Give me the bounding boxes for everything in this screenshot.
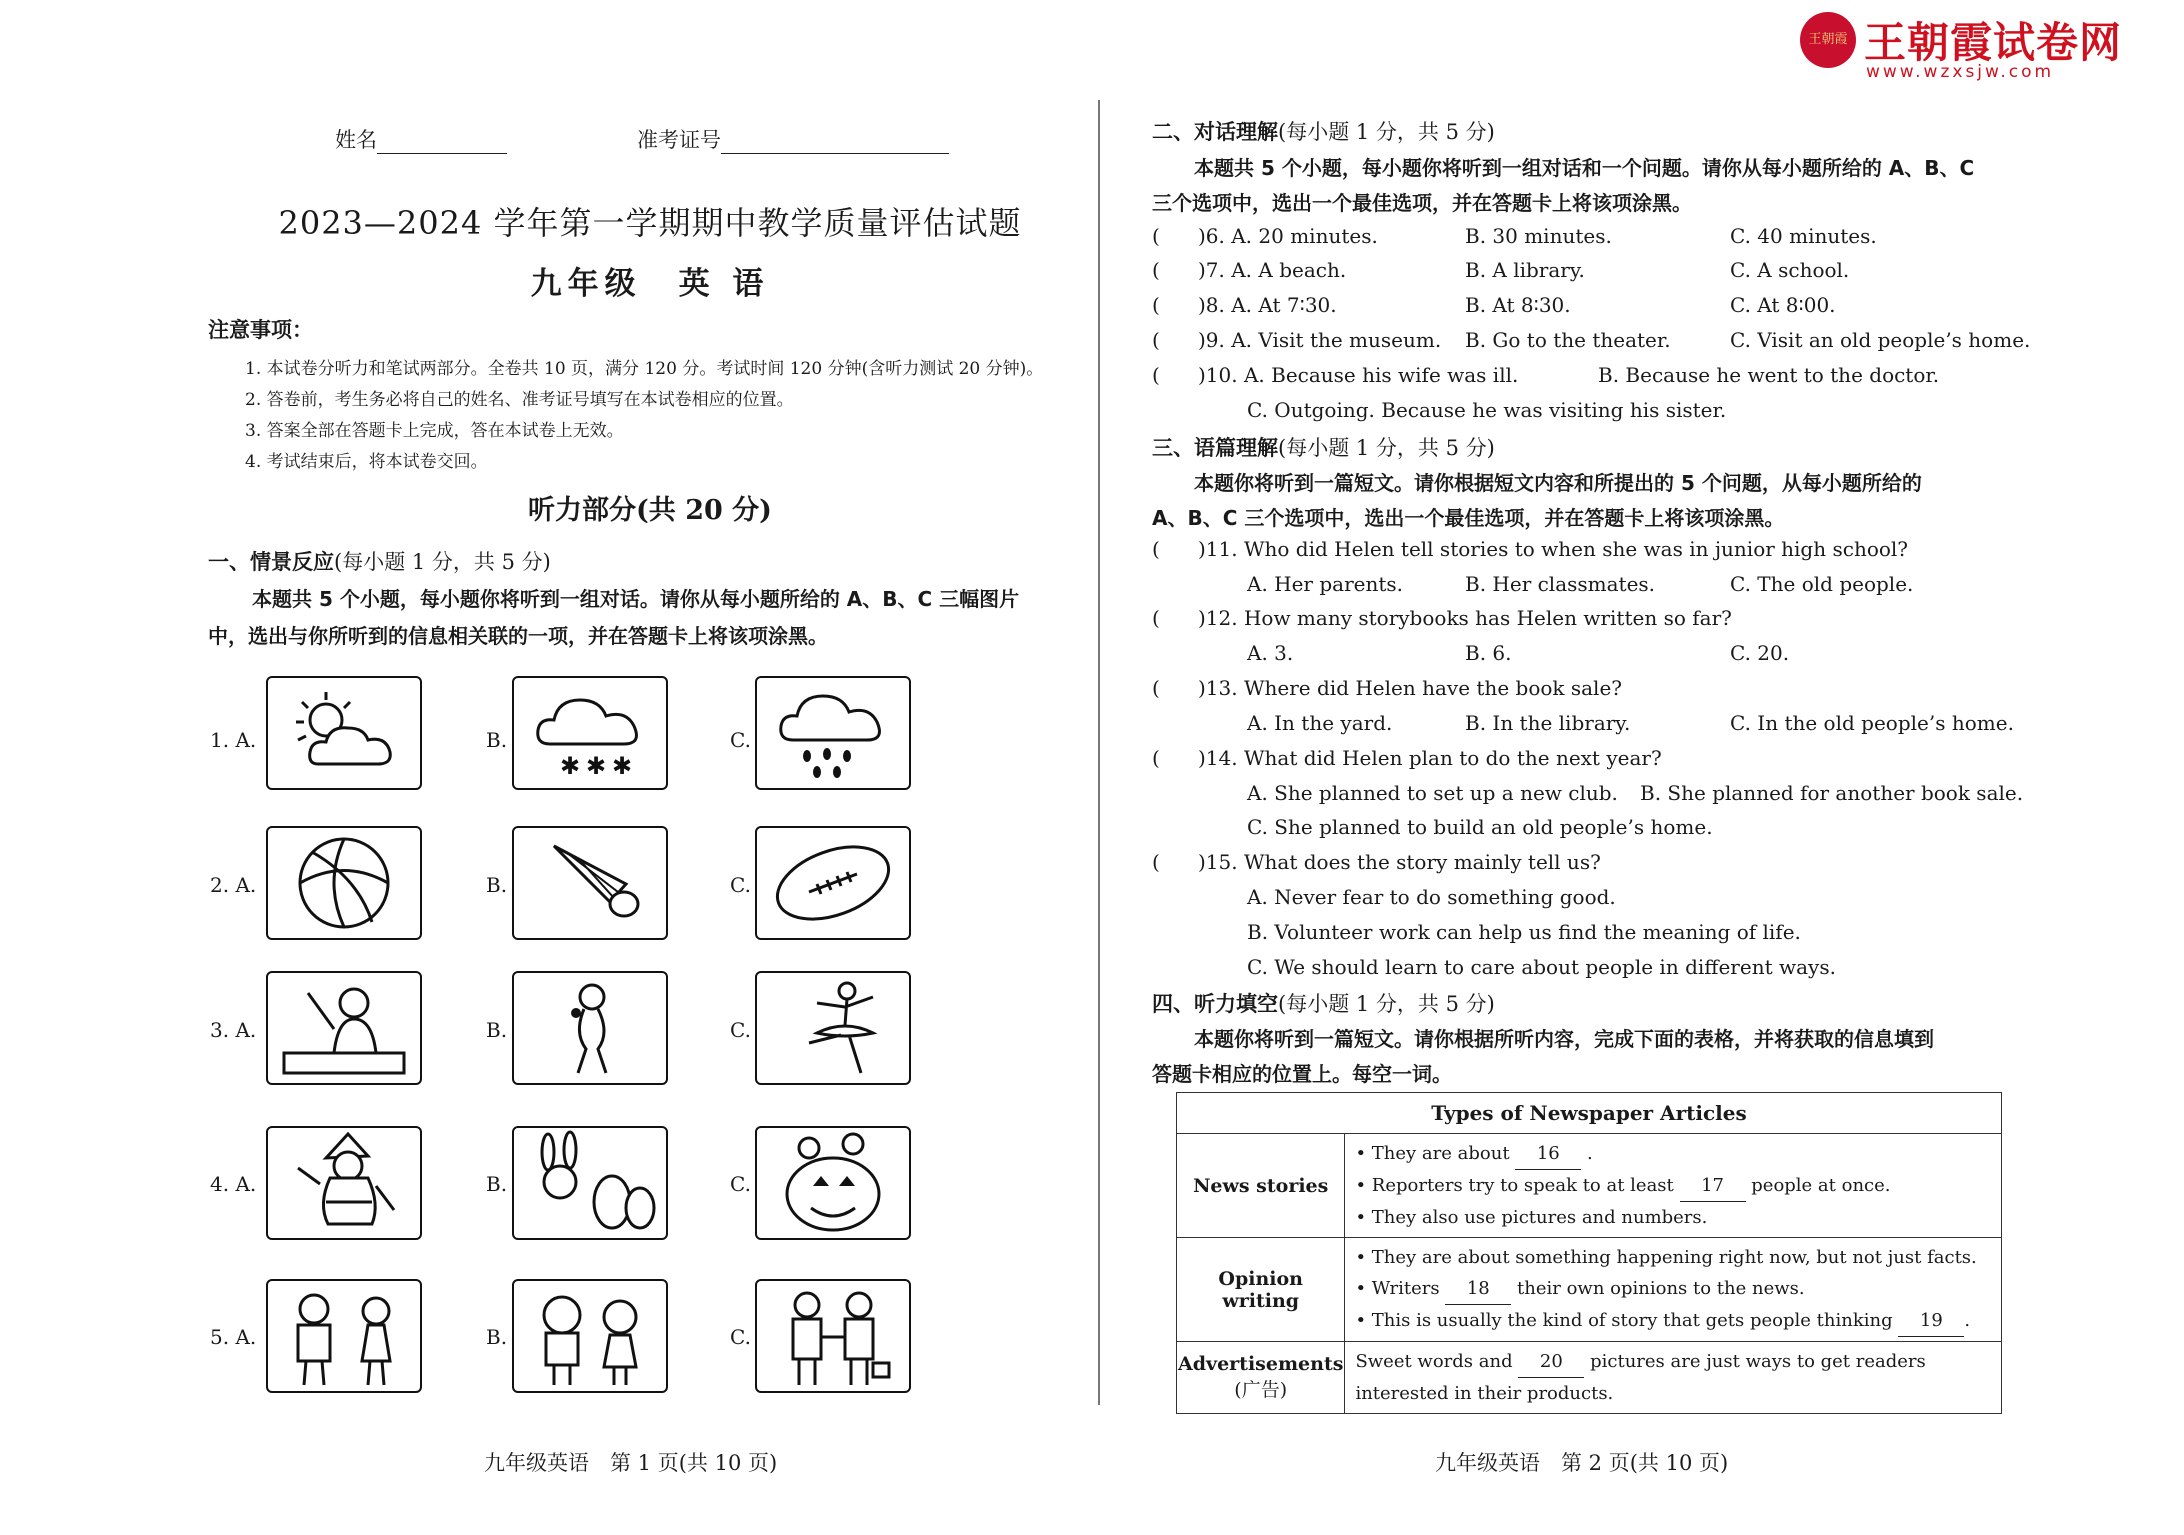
ballet-dancer-icon xyxy=(757,973,909,1083)
table-title: Types of Newspaper Articles xyxy=(1177,1093,2002,1134)
opinion-line-2a: Writers xyxy=(1371,1278,1440,1299)
q2-option-a[interactable] xyxy=(266,826,422,940)
section1-heading: 一、情景反应 xyxy=(208,550,334,574)
q8-option-b[interactable]: B. At 8∶30. xyxy=(1465,293,1571,317)
q5-option-c[interactable] xyxy=(755,1279,911,1393)
ads-line-1c: pictures are just ways to get readers xyxy=(1590,1351,1926,1372)
opinion-line-3c: . xyxy=(1964,1310,1971,1331)
listening-part-title: 听力部分(共 20 分) xyxy=(528,495,772,526)
news-line-3: They also use pictures and numbers. xyxy=(1371,1207,1708,1228)
q8-option-c[interactable]: C. At 8∶00. xyxy=(1730,293,1836,317)
notice-item-3: 3. 答案全部在答题卡上完成，答在本试卷上无效。 xyxy=(245,421,624,441)
q14-question: )14. What did Helen plan to do the next year? xyxy=(1198,746,1662,770)
q11-answer-bracket[interactable]: ( xyxy=(1152,537,1160,561)
section3-instruction-2: A、B、C 三个选项中，选出一个最佳选项，并在答题卡上将该项涂黑。 xyxy=(1152,506,1785,530)
q10-option-c[interactable]: C. Outgoing. Because he was visiting his sister. xyxy=(1247,398,1727,422)
svg-text:✱: ✱ xyxy=(560,752,581,780)
section1-instruction-2: 中，选出与你所听到的信息相关联的一项，并在答题卡上将该项涂黑。 xyxy=(208,624,828,648)
q2-b-label: B. xyxy=(486,873,508,897)
news-line-1c: . xyxy=(1587,1143,1593,1164)
q1-b-label: B. xyxy=(486,728,508,752)
row-head-opinion: Opinion writing xyxy=(1177,1238,1345,1342)
basketball-icon xyxy=(268,828,420,938)
teacher-icon xyxy=(268,973,420,1083)
q4-option-a[interactable] xyxy=(266,1126,422,1240)
q13-answer-bracket[interactable]: ( xyxy=(1152,676,1160,700)
q15-option-c[interactable]: C. We should learn to care about people in different ways. xyxy=(1247,955,1836,979)
q1-option-a[interactable] xyxy=(266,676,422,790)
page-divider xyxy=(1098,100,1100,1405)
section3-score: (每小题 1 分，共 5 分) xyxy=(1278,436,1495,460)
name-line[interactable] xyxy=(377,131,507,154)
q15-option-b[interactable]: B. Volunteer work can help us find the meaning of life. xyxy=(1247,920,1801,944)
q3-b-label: B. xyxy=(486,1018,508,1042)
q2-c-label: C. xyxy=(730,873,751,897)
news-line-1a: They are about xyxy=(1371,1143,1510,1164)
footer-page-1: 九年级英语 第 1 页(共 10 页) xyxy=(484,1451,778,1475)
opinion-line-3a: This is usually the kind of story that gets people thinking xyxy=(1371,1310,1893,1331)
q4-b-label: B. xyxy=(486,1172,508,1196)
section2-score: (每小题 1 分，共 5 分) xyxy=(1278,120,1495,144)
row-head-ads-sub: (广告) xyxy=(1234,1379,1288,1401)
q1-option-c[interactable] xyxy=(755,676,911,790)
row-head-ads xyxy=(1177,1342,1345,1414)
shuttlecock-icon xyxy=(514,828,666,938)
exam-subject: 九年级 英 语 xyxy=(530,266,770,302)
q14-option-a[interactable]: A. She planned to set up a new club. xyxy=(1247,781,1618,805)
easter-bunny-icon xyxy=(514,1128,666,1238)
q3-option-c[interactable] xyxy=(755,971,911,1085)
partly-cloudy-icon xyxy=(268,678,420,788)
children-icon xyxy=(514,1281,666,1391)
exam-title: 2023—2024 学年第一学期期中教学质量评估试题 xyxy=(278,204,1022,242)
q7-option-b[interactable]: B. A library. xyxy=(1465,258,1585,282)
notice-item-4: 4. 考试结束后，将本试卷交回。 xyxy=(245,452,488,472)
q8-answer-bracket[interactable]: ( xyxy=(1152,293,1160,317)
news-line-2a: Reporters try to speak to at least xyxy=(1371,1175,1674,1196)
rain-cloud-icon xyxy=(757,678,909,788)
q4-c-label: C. xyxy=(730,1172,751,1196)
section2-instruction-2: 三个选项中，选出一个最佳选项，并在答题卡上将该项涂黑。 xyxy=(1152,191,1692,215)
blank-20[interactable]: 20 xyxy=(1518,1346,1584,1378)
q9-option-a[interactable]: )9. A. Visit the museum. xyxy=(1198,328,1442,352)
q1-option-b[interactable] xyxy=(512,676,668,790)
q1-label: 1. A. xyxy=(210,728,257,752)
logo-url: www.wzxsjw.com xyxy=(1866,62,2055,82)
footer-page-2: 九年级英语 第 2 页(共 10 页) xyxy=(1435,1451,1729,1475)
row-head-ads-title: Advertisements xyxy=(1178,1353,1344,1375)
section2-heading: 二、对话理解 xyxy=(1152,120,1278,144)
id-label: 准考证号 xyxy=(637,128,721,152)
q5-b-label: B. xyxy=(486,1325,508,1349)
singer-icon xyxy=(514,973,666,1083)
q5-option-a[interactable] xyxy=(266,1279,422,1393)
q3-label: 3. A. xyxy=(210,1018,257,1042)
logo-title: 王朝霞试卷网 xyxy=(1864,18,2123,67)
ads-line-1a: Sweet words and xyxy=(1355,1351,1513,1372)
section4-heading: 四、听力填空 xyxy=(1152,992,1278,1016)
q11-option-c[interactable]: C. The old people. xyxy=(1730,572,1914,596)
table-row-news xyxy=(1177,1134,2002,1238)
q4-option-c[interactable] xyxy=(755,1126,911,1240)
q6-option-a[interactable]: )6. A. 20 minutes. xyxy=(1198,224,1378,248)
section4-instruction-1: 本题你将听到一篇短文。请你根据所听内容，完成下面的表格，并将获取的信息填到 xyxy=(1194,1027,1934,1051)
q13-question: )13. Where did Helen have the book sale? xyxy=(1198,676,1623,700)
section2-title xyxy=(1152,116,1495,146)
q5-c-label: C. xyxy=(730,1325,751,1349)
q12-question: )12. How many storybooks has Helen written so far? xyxy=(1198,606,1732,630)
q15-option-a[interactable]: A. Never fear to do something good. xyxy=(1247,885,1616,909)
section2-instruction-1: 本题共 5 个小题，每小题你将听到一组对话和一个问题。请你从每小题所给的 A、B、C xyxy=(1194,156,1975,180)
opinion-cell: • They are about something happening right now, but not just facts. • Writers 18 their own opinions to the news. • This is usually the kind of story that gets people thinking 19 . xyxy=(1345,1238,2002,1342)
q13-option-c[interactable]: C. In the old people’s home. xyxy=(1730,711,2014,735)
q12-option-c[interactable]: C. 20. xyxy=(1730,641,1790,665)
ads-line-2: interested in their products. xyxy=(1355,1383,1614,1404)
blank-19[interactable]: 19 xyxy=(1898,1305,1964,1337)
q13-option-a[interactable]: A. In the yard. xyxy=(1247,711,1393,735)
section3-title xyxy=(1152,432,1495,462)
q1-c-label: C. xyxy=(730,728,751,752)
q15-answer-bracket[interactable]: ( xyxy=(1152,850,1160,874)
q12-option-b[interactable]: B. 6. xyxy=(1465,641,1512,665)
q10-option-b[interactable]: B. Because he went to the doctor. xyxy=(1598,363,1940,387)
news-cell: • They are about 16 . • Reporters try to speak to at least 17 people at once. • They also use pictures and numbers. xyxy=(1345,1134,2002,1238)
name-label: 姓名 xyxy=(335,128,377,152)
blank-16[interactable]: 16 xyxy=(1515,1138,1581,1170)
section1-title xyxy=(208,546,551,576)
section4-score: (每小题 1 分，共 5 分) xyxy=(1278,992,1495,1016)
q14-answer-bracket[interactable]: ( xyxy=(1152,746,1160,770)
q15-question: )15. What does the story mainly tell us? xyxy=(1198,850,1601,874)
q8-option-a[interactable]: )8. A. At 7∶30. xyxy=(1198,293,1337,317)
svg-text:✱: ✱ xyxy=(612,752,633,780)
q5-label: 5. A. xyxy=(210,1325,257,1349)
q5-option-b[interactable] xyxy=(512,1279,668,1393)
q4-option-b[interactable] xyxy=(512,1126,668,1240)
q12-option-a[interactable]: A. 3. xyxy=(1247,641,1294,665)
q2-option-b[interactable] xyxy=(512,826,668,940)
section4-title xyxy=(1152,988,1495,1018)
q11-option-a[interactable]: A. Her parents. xyxy=(1247,572,1404,596)
students-icon xyxy=(268,1281,420,1391)
q7-answer-bracket[interactable]: ( xyxy=(1152,258,1160,282)
name-field[interactable] xyxy=(335,124,507,154)
q14-option-b[interactable]: B. She planned for another book sale. xyxy=(1640,781,2024,805)
site-logo xyxy=(1800,10,2170,80)
section3-instruction-1: 本题你将听到一篇短文。请你根据短文内容和所提出的 5 个问题，从每小题所给的 xyxy=(1194,471,1922,495)
businessmen-handshake-icon xyxy=(757,1281,909,1391)
section3-heading: 三、语篇理解 xyxy=(1152,436,1278,460)
q3-option-a[interactable] xyxy=(266,971,422,1085)
q13-option-b[interactable]: B. In the library. xyxy=(1465,711,1631,735)
notice-heading: 注意事项： xyxy=(208,318,313,342)
newspaper-articles-table xyxy=(1176,1092,2002,1414)
q11-question: )11. Who did Helen tell stories to when she was in junior high school? xyxy=(1198,537,1909,561)
q14-option-c[interactable]: C. She planned to build an old people’s home. xyxy=(1247,815,1713,839)
halloween-pumpkin-icon xyxy=(757,1128,909,1238)
q4-label: 4. A. xyxy=(210,1172,257,1196)
snow-cloud-icon xyxy=(514,678,666,788)
logo-badge-icon: 王朝霞 xyxy=(1800,12,1856,68)
q12-answer-bracket[interactable]: ( xyxy=(1152,606,1160,630)
q10-answer-bracket[interactable]: ( xyxy=(1152,363,1160,387)
svg-text:✱: ✱ xyxy=(586,752,607,780)
row-head-news: News stories xyxy=(1177,1134,1345,1238)
q3-c-label: C. xyxy=(730,1018,751,1042)
santa-claus-icon xyxy=(268,1128,420,1238)
q7-option-c[interactable]: C. A school. xyxy=(1730,258,1850,282)
blank-18[interactable]: 18 xyxy=(1445,1273,1511,1305)
id-field[interactable] xyxy=(637,124,949,154)
q11-option-b[interactable]: B. Her classmates. xyxy=(1465,572,1656,596)
q2-label: 2. A. xyxy=(210,873,257,897)
blank-17[interactable]: 17 xyxy=(1680,1170,1746,1202)
q9-answer-bracket[interactable]: ( xyxy=(1152,328,1160,352)
opinion-line-2c: their own opinions to the news. xyxy=(1517,1278,1805,1299)
q10-option-a[interactable]: )10. A. Because his wife was ill. xyxy=(1198,363,1519,387)
id-line[interactable] xyxy=(721,131,949,154)
q2-option-c[interactable] xyxy=(755,826,911,940)
section4-instruction-2: 答题卡相应的位置上。每空一词。 xyxy=(1152,1062,1452,1086)
news-line-2c: people at once. xyxy=(1751,1175,1891,1196)
q3-option-b[interactable] xyxy=(512,971,668,1085)
football-icon xyxy=(757,828,909,938)
table-row-ads xyxy=(1177,1342,2002,1414)
q9-option-c[interactable]: C. Visit an old people’s home. xyxy=(1730,328,2031,352)
opinion-line-1: They are about something happening right now, but not just facts. xyxy=(1371,1247,1977,1268)
section1-instruction-1: 本题共 5 个小题，每小题你将听到一组对话。请你从每小题所给的 A、B、C 三幅图片 xyxy=(252,587,1020,611)
notice-item-1: 1. 本试卷分听力和笔试两部分。全卷共 10 页，满分 120 分。考试时间 120 分钟(含听力测试 20 分钟)。 xyxy=(245,359,1044,379)
q7-option-a[interactable]: )7. A. A beach. xyxy=(1198,258,1347,282)
notice-item-2: 2. 答卷前，考生务必将自己的姓名、准考证号填写在本试卷相应的位置。 xyxy=(245,390,794,410)
ads-cell xyxy=(1345,1342,2002,1414)
q9-option-b[interactable]: B. Go to the theater. xyxy=(1465,328,1671,352)
section1-score: (每小题 1 分，共 5 分) xyxy=(334,550,551,574)
table-row-opinion xyxy=(1177,1238,2002,1342)
q6-option-c[interactable]: C. 40 minutes. xyxy=(1730,224,1877,248)
q6-option-b[interactable]: B. 30 minutes. xyxy=(1465,224,1612,248)
q6-answer-bracket[interactable]: ( xyxy=(1152,224,1160,248)
